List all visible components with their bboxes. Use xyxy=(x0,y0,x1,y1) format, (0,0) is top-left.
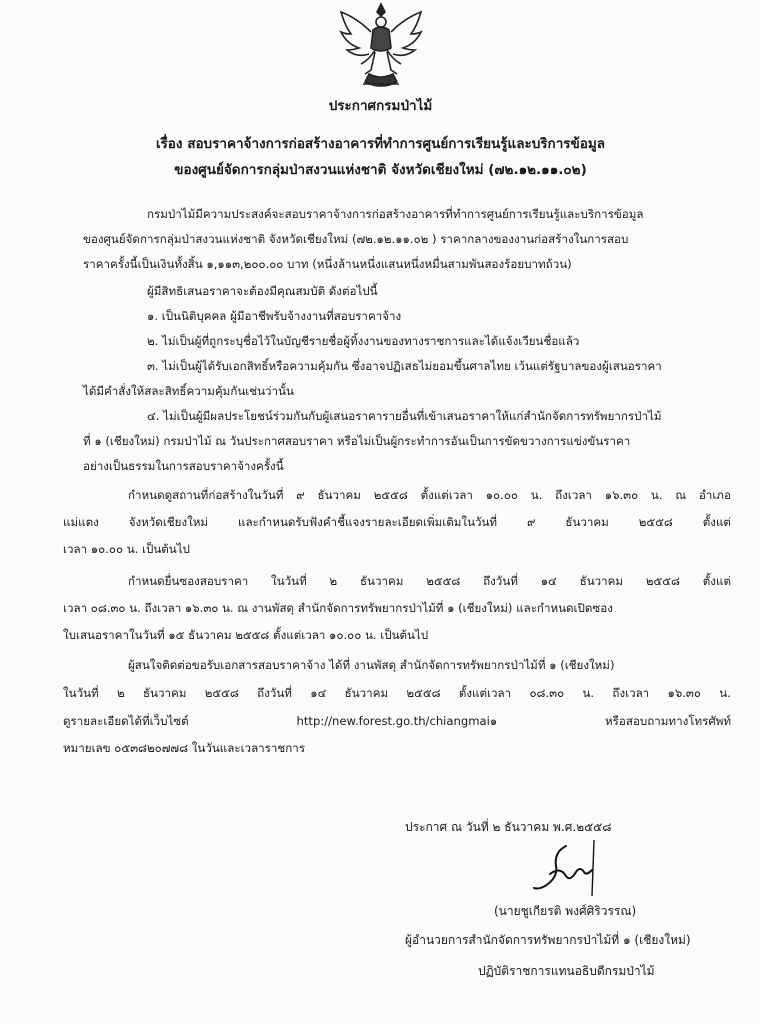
subject-line-2: ของศูนย์จัดการกลุ่มป่าสงวนแห่งชาติ จังหวัดเชียงใหม่ (๗๒.๑๒.๑๑.๐๒) xyxy=(174,162,587,178)
paragraph-intro-line-1: กรมป่าไม้มีความประสงค์จะสอบราคาจ้างการก่อสร้างอาคารที่ทำการศูนย์การเรียนรู้และบริการข้อมูล xyxy=(147,207,644,221)
qualification-3-line-2: ได้มีคำสั่งให้สละสิทธิ์ความคุ้มกันเช่นว่านั้น xyxy=(83,384,294,398)
website-link[interactable]: http://new.forest.go.th/chiangmai๑ xyxy=(296,714,498,728)
text-word: ๑๔ xyxy=(310,686,327,700)
contact-line-1: ผู้สนใจติดต่อขอรับเอกสารสอบราคาจ้าง ได้ที่ งานพัสดุ สำนักจัดการทรัพยากรป่าไม้ที่ ๑ (เชียงใหม่) xyxy=(128,658,615,672)
text-word: ๒๕๕๘ xyxy=(426,574,461,588)
text-word: แม่แตง xyxy=(63,515,99,529)
text-word: ๒๕๕๘ xyxy=(204,686,239,700)
text-word: ตั้งแต่ xyxy=(702,515,731,529)
qualification-2: ๒. ไม่เป็นผู้ที่ถูกระบุชื่อไว้ในบัญชีรายชื่อผู้ทิ้งงานของทางราชการและได้แจ้งเวียนชื่อแล้ว xyxy=(147,334,580,348)
text-word: ๒๕๕๘ xyxy=(638,515,673,529)
document-title: ประกาศกรมป่าไม้ xyxy=(328,98,433,114)
paragraph-intro-line-2: ของศูนย์จัดการกลุ่มป่าสงวนแห่งชาติ จังหวัดเชียงใหม่ (๗๒.๑๒.๑๑.๐๒ ) ราคากลางของงานก่อสร้างในการสอบ xyxy=(83,232,629,246)
site-visit-line-1 xyxy=(128,487,731,503)
text-word: ๙ xyxy=(526,515,536,529)
announcement-date: ประกาศ ณ วันที่ ๒ ธันวาคม พ.ศ.๒๕๕๘ xyxy=(405,820,612,834)
signer-acting-for: ปฏิบัติราชการแทนอธิบดีกรมป่าไม้ xyxy=(478,964,655,978)
qualification-4-line-2: ที่ ๑ (เชียงใหม่) กรมป่าไม้ ณ วันประกาศสอบราคา หรือไม่เป็นผู้กระทำการอันเป็นการขัดขวางการแข่งขันราคา xyxy=(83,434,631,448)
text-word: ๒ xyxy=(116,686,125,700)
signer-name: (นายชูเกียรติ พงศ์ศิริวรรณ) xyxy=(494,904,637,918)
text-word: น. xyxy=(650,488,663,502)
paragraph-intro-line-3: ราคาครั้งนี้เป็นเงินทั้งสิ้น ๑,๑๑๓,๒๐๐.๐๐ บาท (หนึ่งล้านหนึ่งแสนหนึ่งหมื่นสามพันสองร้อยบาทถ้วน) xyxy=(83,257,572,271)
text-word: ธันวาคม xyxy=(579,574,624,588)
text-word: ในวันที่ xyxy=(63,686,99,700)
text-word: ถึงวันที่ xyxy=(257,686,292,700)
submission-line-3: ใบเสนอราคาในวันที่ ๑๕ ธันวาคม ๒๕๕๘ ตั้งแต่เวลา ๑๐.๐๐ น. เป็นต้นไป xyxy=(63,628,429,642)
text-word: ธันวาคม xyxy=(344,686,389,700)
qualification-1: ๑. เป็นนิติบุคคล ผู้มีอาชีพรับจ้างงานที่สอบราคาจ้าง xyxy=(147,309,402,323)
text-word: ๒๕๕๘ xyxy=(645,574,680,588)
text-word: ถึงวันที่ xyxy=(483,574,518,588)
text-word: ตั้งแต่เวลา xyxy=(420,488,473,502)
text-word: จังหวัดเชียงใหม่ xyxy=(128,515,209,529)
text-word: ถึงเวลา xyxy=(612,686,650,700)
text-word: ๒๕๕๘ xyxy=(406,686,441,700)
text-word: ในวันที่ xyxy=(271,574,307,588)
text-word: ธันวาคม xyxy=(317,488,361,502)
text-word: ๒๕๕๘ xyxy=(373,488,408,502)
site-visit-line-2 xyxy=(63,514,731,530)
subject-line-1: เรื่อง สอบราคาจ้างการก่อสร้างอาคารที่ทำการศูนย์การเรียนรู้และบริการข้อมูล xyxy=(155,136,606,152)
text-word: ณ xyxy=(675,488,687,502)
text-word: ตั้งแต่เวลา xyxy=(458,686,512,700)
text-word: ๑๐.๐๐ xyxy=(485,488,518,502)
contact-line-4: หมายเลข ๐๕๓๘๒๐๗๗๘ ในวันและเวลาราชการ xyxy=(63,741,306,755)
text-word: ๑๔ xyxy=(540,574,557,588)
handwritten-signature-icon xyxy=(528,840,598,900)
text-word: หรือสอบถามทางโทรศัพท์ xyxy=(605,714,731,728)
text-word: ๑๖.๓๐ xyxy=(667,686,701,700)
text-word: ธันวาคม xyxy=(359,574,404,588)
contact-line-2 xyxy=(63,685,731,701)
text-word: ธันวาคม xyxy=(142,686,187,700)
text-word: ๒ xyxy=(329,574,338,588)
qualification-4-line-1: ๔. ไม่เป็นผู้มีผลประโยชน์ร่วมกันกับผู้เสนอราคารายอื่นที่เข้าเสนอราคาให้แก่สำนักจัดการทรัพยากรป่าไม้ xyxy=(147,409,662,423)
text-word: น. xyxy=(582,686,595,700)
text-word: น. xyxy=(719,686,731,700)
contact-line-3 xyxy=(63,713,731,729)
submission-line-1 xyxy=(128,573,731,589)
qualification-4-line-3: อย่างเป็นธรรมในการสอบราคาจ้างครั้งนี้ xyxy=(83,459,284,473)
text-word: ๐๘.๓๐ xyxy=(529,686,565,700)
text-word: กำหนดยื่นซองสอบราคา xyxy=(128,574,249,588)
text-word: กำหนดดูสถานที่ก่อสร้างในวันที่ xyxy=(128,488,284,502)
text-word: อำเภอ xyxy=(698,488,731,502)
submission-line-2: เวลา ๐๘.๓๐ น. ถึงเวลา ๑๖.๓๐ น. ณ งานพัสดุ สำนักจัดการทรัพยากรป่าไม้ที่ ๑ (เชียงใหม่) และกำหนดเปิดซอง xyxy=(63,601,613,615)
qualifications-heading: ผู้มีสิทธิเสนอราคาจะต้องมีคุณสมบัติ ดังต่อไปนี้ xyxy=(147,284,378,298)
garuda-emblem-icon xyxy=(333,0,429,90)
text-word: น. xyxy=(530,488,543,502)
text-word: ๑๖.๓๐ xyxy=(604,488,639,502)
text-word: ๙ xyxy=(296,488,305,502)
site-visit-line-3: เวลา ๑๐.๐๐ น. เป็นต้นไป xyxy=(63,542,190,556)
text-word: ดูรายละเอียดได้ที่เว็บไซต์ xyxy=(63,714,189,728)
text-word: และกำหนดรับฟังคำชี้แจงรายละเอียดเพิ่มเติมในวันที่ xyxy=(237,515,498,529)
signer-position: ผู้อำนวยการสำนักจัดการทรัพยากรป่าไม้ที่ ๑ (เชียงใหม่) xyxy=(405,933,691,947)
text-word: ตั้งแต่ xyxy=(702,574,731,588)
text-word: ธันวาคม xyxy=(565,515,609,529)
text-word: ถึงเวลา xyxy=(555,488,592,502)
qualification-3-line-1: ๓. ไม่เป็นผู้ได้รับเอกสิทธิ์หรือความคุ้มกัน ซึ่งอาจปฏิเสธไม่ยอมขึ้นศาลไทย เว้นแต่รัฐบาลของผู้เสนอราคา xyxy=(147,359,662,373)
